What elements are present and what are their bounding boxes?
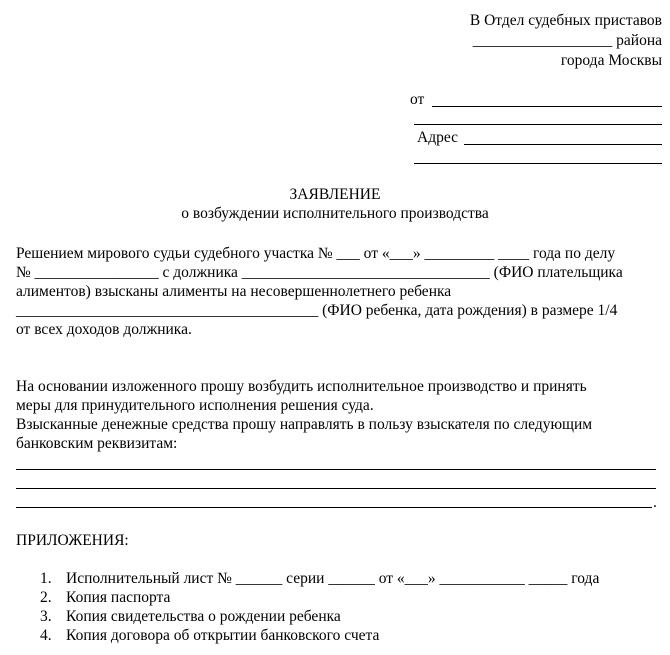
body1-line-3: алиментов) взысканы алименты на несовершеннолетнего ребенка (16, 283, 452, 300)
bank-details-line-3 (16, 507, 652, 508)
address-label: Адрес (417, 129, 458, 146)
body1-line-4: _______________________________________ (ФИО ребенка, дата рождения) в размере 1/4 (16, 302, 618, 319)
trailing-period: . (653, 494, 657, 511)
from-label: от (410, 91, 425, 108)
attachment-item: Копия свидетельства о рождении ребенка (66, 608, 341, 625)
body1-line-2: № ________________ с должника ________________________________ (ФИО плательщика (16, 264, 623, 281)
body2-line-3: Взысканные денежные средства прошу направлять в пользу взыскателя по следующим (16, 416, 593, 433)
recipient-line-1: В Отдел судебных приставов (469, 12, 662, 29)
body2-line-4: банковским реквизитам: (16, 435, 178, 452)
body1-line-5: от всех доходов должника. (16, 321, 192, 338)
address-blank-line-2 (414, 163, 662, 164)
attachment-number: 4. (40, 627, 52, 644)
attachment-item: Копия паспорта (66, 589, 171, 606)
attachment-number: 1. (40, 570, 52, 587)
body2-line-1: На основании изложенного прошу возбудить исполнительное производство и принять (16, 378, 587, 395)
attachment-number: 2. (40, 589, 52, 606)
address-blank-line (464, 144, 662, 145)
document-title: ЗАЯВЛЕНИЕ (289, 186, 381, 203)
body1-line-1: Решением мирового судьи судебного участка № ___ от «___» _________ ____ года по делу (16, 245, 616, 262)
attachment-number: 3. (40, 608, 52, 625)
document-subtitle: о возбуждении исполнительного производства (181, 205, 489, 222)
recipient-line-3: города Москвы (560, 52, 662, 69)
bank-details-line-2 (16, 488, 656, 489)
bank-details-line-1 (16, 469, 656, 470)
body2-line-2: меры для принудительного исполнения решения суда. (16, 397, 374, 414)
from-blank-line (432, 106, 662, 107)
from-blank-line-2 (414, 124, 662, 125)
recipient-line-2: __________________ района (472, 32, 662, 49)
attachment-item: Копия договора об открытии банковского счета (66, 627, 380, 644)
attachments-title: ПРИЛОЖЕНИЯ: (16, 532, 129, 549)
attachment-item: Исполнительный лист № ______ серии ______ от «___» ___________ _____ года (66, 570, 600, 587)
